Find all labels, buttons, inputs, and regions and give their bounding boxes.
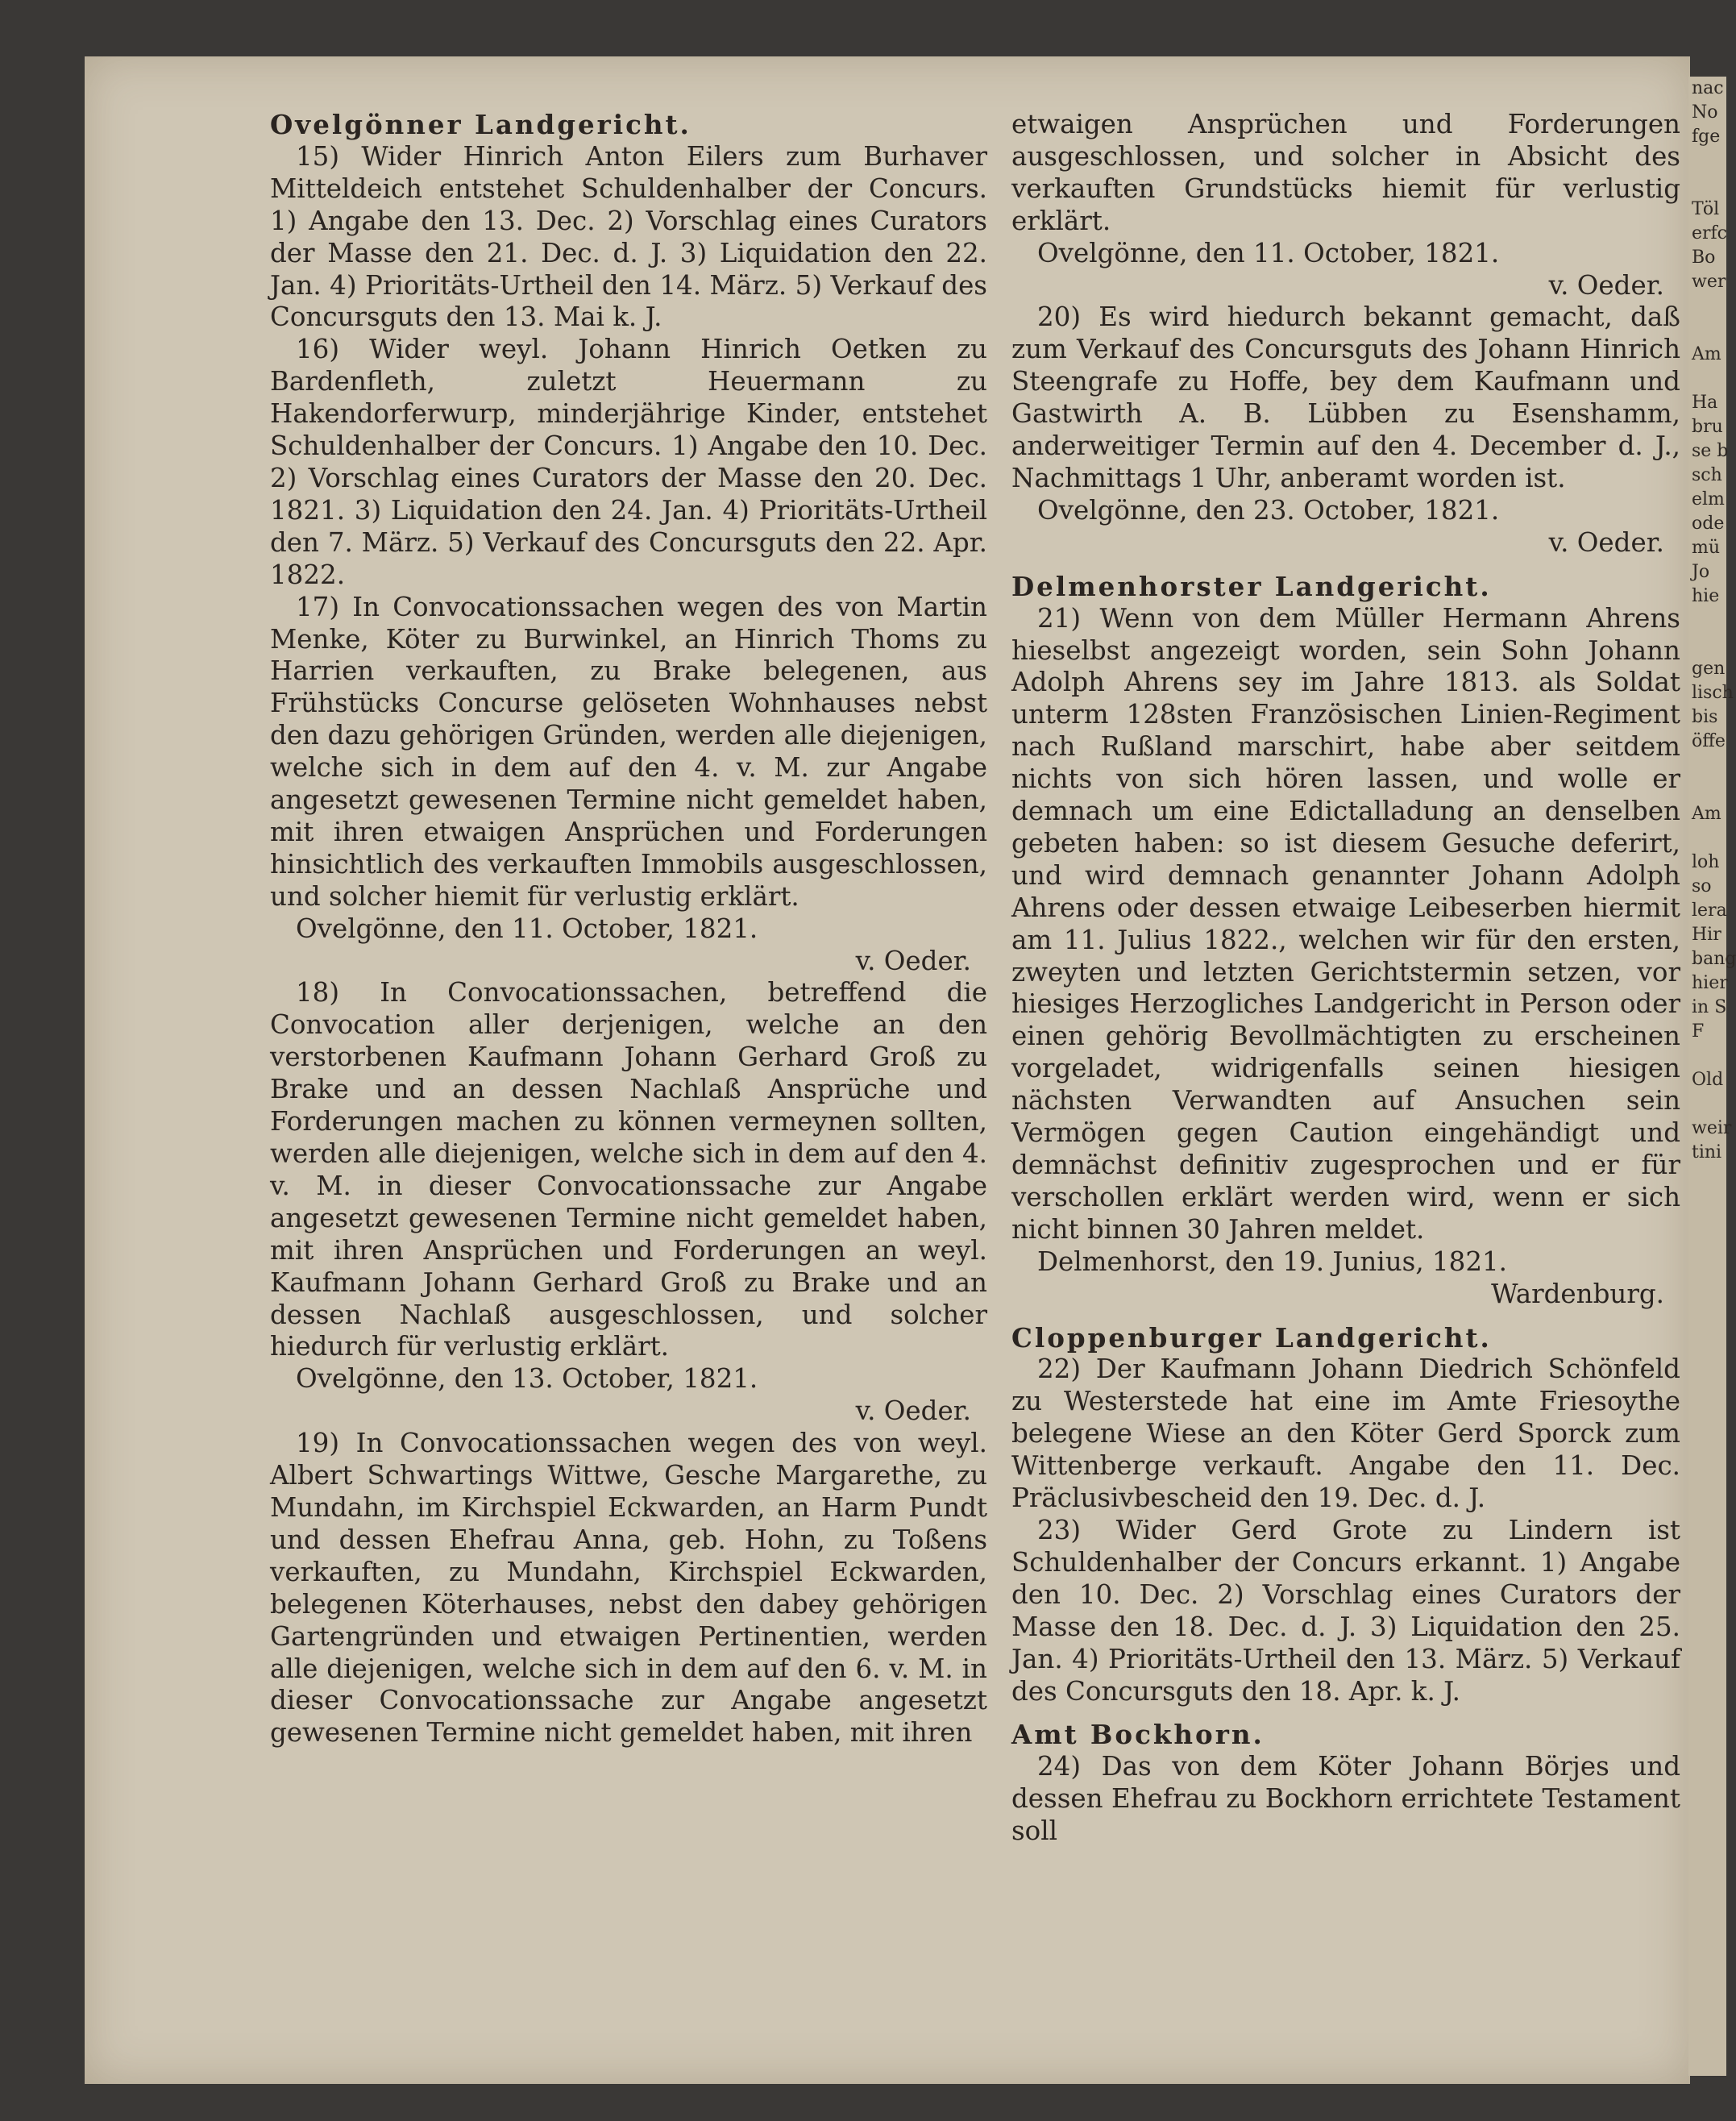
edge-fragment: wer — [1692, 272, 1726, 292]
edge-fragment — [1688, 754, 1726, 778]
section-heading: Amt Bockhorn. — [1011, 1719, 1265, 1751]
edge-fragment: elm — [1692, 489, 1725, 509]
notice-paragraph: 18) In Convocationssachen, betreffend die Convocation aller derjenigen, welche an den verstorbenen Kaufmann Johann Gerhard Groß zu Brake und an dessen Nachlaß Ansprüche und Forderungen machen zu können vermeynen sollten, werden alle diejenigen, welche sich in dem auf den 4. v. M. in dieser Convocationssache zur Angabe angesetzt gewesenen Termine nicht gemeldet haben, mit ihren Ansprüchen und Forderungen an weyl. Kaufmann Johann Gerhard Groß zu Brake und an dessen Nachlaß ausgeschlossen, und solcher hiedurch für verlustig erklärt. — [270, 977, 987, 1362]
place-date: Ovelgönne, den 13. October, 1821. — [296, 1363, 758, 1395]
edge-fragment: sch — [1692, 465, 1722, 485]
edge-fragment: se b — [1692, 441, 1729, 461]
notice-paragraph: 22) Der Kaufmann Johann Diedrich Schönfeld zu Westerstede hat eine im Amte Friesoythe belegene Wiese an den Köter Gerd Sporck zum Wittenberge verkauft. Angabe den 11. Dec. Präclusivbescheid den 19. Dec. d. J. — [1011, 1354, 1680, 1514]
place-date: Delmenhorst, den 19. Junius, 1821. — [1037, 1246, 1508, 1277]
edge-fragment — [1688, 149, 1726, 173]
edge-fragment — [1688, 367, 1726, 391]
edge-fragment: bang — [1692, 949, 1736, 969]
notice-paragraph: 21) Wenn von dem Müller Hermann Ahrens hieselbst angezeigt worden, sein Sohn Johann Adolph Ahrens sey im Jahre 1813. als Soldat unterm 128sten Französischen Linien-Regiment nach Rußland marschirt, habe aber seitdem nichts von sich hören lassen, und wolle er demnach um eine Edictalladung an denselben gebeten haben: so ist diesem Gesuche deferirt, und wird demnach genannter Johann Adolph Ahrens oder dessen etwaige Leibeserben hiermit am 11. Julius 1822., welchen wir für den ersten, zweyten und letzten Gerichtstermin setzen, vor hiesiges Herzogliches Landgericht in Person oder einen gehörig Bevollmächtigten zu erscheinen vorgeladet, widrigenfalls seinen hiesigen nächsten Verwandten auf Ansuchen sein Vermögen gegen Caution eingehändigt und demnächst definitiv zugesprochen und er für verschollen erklärt werden wird, wenn er sich nicht binnen 30 Jahren meldet. — [1011, 602, 1680, 1245]
edge-fragment: tini — [1692, 1142, 1722, 1162]
edge-fragment: Töl — [1692, 199, 1720, 219]
right-column — [1011, 109, 1680, 1848]
next-page-edge — [1688, 77, 1736, 2076]
edge-fragment — [1688, 1092, 1726, 1117]
signature: v. Oeder. — [855, 1395, 971, 1427]
place-date: Ovelgönne, den 11. October, 1821. — [296, 913, 758, 944]
edge-fragment: lera — [1692, 900, 1727, 921]
edge-fragment: weir — [1692, 1118, 1732, 1138]
edge-fragment — [1688, 826, 1726, 850]
edge-fragment: hier — [1692, 973, 1728, 993]
edge-fragment: öffe — [1692, 731, 1726, 751]
edge-fragment: ode — [1692, 514, 1725, 534]
edge-fragment: gen — [1692, 659, 1726, 679]
signature: Wardenburg. — [1491, 1278, 1664, 1309]
place-date: Ovelgönne, den 23. October, 1821. — [1037, 494, 1500, 526]
edge-fragment — [1688, 778, 1726, 802]
edge-fragment: erfc — [1692, 223, 1727, 243]
notice-paragraph: 19) In Convocationssachen wegen des von weyl. Albert Schwartings Wittwe, Gesche Margarethe, zu Mundahn, im Kirchspiel Eckwarden, an Harm Pundt und dessen Ehefrau Anna, geb. Hohn, zu Toßens verkauften, zu Mundahn, Kirchspiel Eckwarden, belegenen Köterhauses, nebst den dabey gehörigen Gartengründen und etwaigen Pertinentien, werden alle diejenigen, welche sich in dem auf den 6. v. M. in dieser Convocationssache zur Angabe angesetzt gewesenen Termine nicht gemeldet haben, mit ihren — [270, 1428, 987, 1749]
section-heading: Ovelgönner Landgericht. — [270, 109, 691, 140]
edge-fragment: bru — [1692, 417, 1723, 437]
place-date: Ovelgönne, den 11. October, 1821. — [1037, 237, 1500, 268]
notice-paragraph: 24) Das von dem Köter Johann Börjes und dessen Ehefrau zu Bockhorn errichtete Testament soll — [1011, 1751, 1680, 1847]
edge-fragment: nac — [1692, 78, 1724, 98]
edge-fragment: bis — [1692, 707, 1718, 727]
notice-paragraph: etwaigen Ansprüchen und Forderungen ausgeschlossen, und solcher in Absicht des verkauften Grundstücks hiemit für verlustig erklärt. — [1011, 109, 1680, 236]
notice-paragraph: 17) In Convocationssachen wegen des von Martin Menke, Köter zu Burwinkel, an Hinrich Thoms zu Harrien verkauften, zu Brake belegenen, aus Frühstücks Concurse gelöseten Wohnhauses nebst den dazu gehörigen Gründen, werden alle diejenigen, welche sich in dem auf den 4. v. M. zur Angabe angesetzt gewesenen Termine nicht gemeldet haben, mit ihren etwaigen Ansprüchen und Forderungen hinsichtlich des verkauften Immobils ausgeschlossen, und solcher hiemit für verlustig erklärt. — [270, 591, 987, 912]
edge-fragment: lisch — [1692, 683, 1734, 703]
edge-fragment — [1688, 173, 1726, 198]
edge-fragment: Ha — [1692, 393, 1718, 413]
left-column — [270, 109, 987, 1749]
edge-fragment: Am — [1692, 344, 1721, 364]
edge-fragment: No — [1692, 102, 1718, 123]
edge-fragment: loh — [1692, 852, 1720, 872]
edge-fragment — [1688, 318, 1726, 343]
edge-fragment: hie — [1692, 586, 1720, 606]
edge-fragment: F — [1692, 1021, 1705, 1042]
edge-fragment: Bo — [1692, 247, 1716, 268]
notice-paragraph: 15) Wider Hinrich Anton Eilers zum Burhaver Mitteldeich entstehet Schuldenhalber der Concurs. 1) Angabe den 13. Dec. 2) Vorschlag eines Curators der Masse den 21. Dec. d. J. 3) Liquidation den 22. Jan. 4) Prioritäts-Urtheil den 14. März. 5) Verkauf des Concursguts den 13. Mai k. J. — [270, 140, 987, 333]
signature: v. Oeder. — [1548, 526, 1664, 558]
edge-fragment: Jo — [1692, 562, 1710, 582]
section-heading: Cloppenburger Landgericht. — [1011, 1321, 1492, 1354]
edge-fragment — [1688, 633, 1726, 657]
edge-fragment: so — [1692, 876, 1712, 896]
edge-fragment — [1688, 1044, 1726, 1068]
signature: v. Oeder. — [1548, 269, 1664, 301]
notice-paragraph: 23) Wider Gerd Grote zu Lindern ist Schuldenhalber der Concurs erkannt. 1) Angabe den 10. Dec. 2) Vorschlag eines Curators der Masse den 18. Dec. d. J. 3) Liquidation den 25. Jan. 4) Prioritäts-Urtheil den 13. März. 5) Verkauf des Concursguts den 18. Apr. k. J. — [1011, 1514, 1680, 1707]
edge-fragment: Hir — [1692, 925, 1721, 945]
edge-fragment: Old — [1692, 1070, 1724, 1090]
edge-fragment: Am — [1692, 804, 1721, 824]
edge-fragment — [1688, 609, 1726, 633]
edge-fragment: in S — [1692, 997, 1727, 1017]
edge-fragment — [1688, 294, 1726, 318]
section-heading: Delmenhorster Landgericht. — [1011, 570, 1492, 602]
notice-paragraph: 16) Wider weyl. Johann Hinrich Oetken zu Bardenfleth, zuletzt Heuermann zu Hakendorferwurp, minderjährige Kinder, entstehet Schuldenhalber der Concurs. 1) Angabe den 10. Dec. 2) Vorschlag eines Curators der Masse den 20. Dec. 1821. 3) Liquidation den 24. Jan. 4) Prioritäts-Urtheil den 7. März. 5) Verkauf des Concursguts den 22. Apr. 1822. — [270, 334, 987, 590]
edge-fragment: mü — [1692, 538, 1721, 558]
edge-fragment: fge — [1692, 127, 1721, 147]
signature: v. Oeder. — [855, 945, 971, 976]
notice-paragraph: 20) Es wird hiedurch bekannt gemacht, daß zum Verkauf des Concursguts des Johann Hinrich Steengrafe zu Hoffe, bey dem Kaufmann und Gastwirth A. B. Lübben zu Esenshamm, anderweitiger Termin auf den 4. December d. J., Nachmittags 1 Uhr, anberamt worden ist. — [1011, 302, 1680, 493]
